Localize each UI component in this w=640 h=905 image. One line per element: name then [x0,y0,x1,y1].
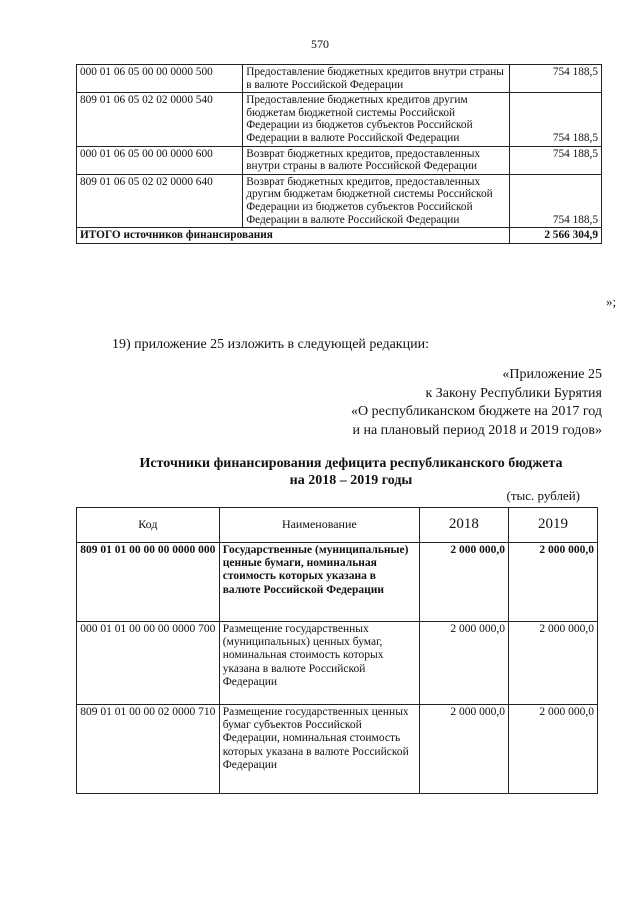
amendment-item-19: 19) приложение 25 изложить в следующей редакции: [112,337,429,352]
name-cell: Предоставление бюджетных кредитов другим бюджетам бюджетной системы Российской Федерации из бюджетов субъектов Российской Федерации в валюте Российской Федерации [243,93,510,146]
name-cell: Государственные (муниципальные) ценные бумаги, номинальная стоимость которых указана в валюте Российской Федерации [219,543,419,622]
amount-value: 754 188,5 [552,66,598,78]
deficit-sources-table [76,507,598,794]
closing-quote: »; [606,294,617,309]
name-cell: Размещение государственных (муниципальных) ценных бумаг, номинальная стоимость которых указана в валюте Российской Федерации [219,622,419,705]
total-row [77,228,602,244]
table-row [77,705,598,794]
title-line: Источники финансирования дефицита республиканского бюджета [139,456,563,471]
code-cell: 809 01 06 05 02 02 0000 540 [77,93,243,146]
table-row [77,622,598,705]
value-2018: 2 000 000,0 [419,705,508,794]
amount-cell [509,93,601,146]
amount-value: 754 188,5 [552,213,598,226]
table-header-row [77,508,598,543]
header-2019: 2019 [508,508,597,543]
appendix-line: к Закону Республики Бурятия [425,385,602,401]
table-row [77,543,598,622]
header-name: Наименование [219,508,419,543]
code-cell: 000 01 06 05 00 00 0000 600 [77,146,243,174]
name-cell: Размещение государственных ценных бумаг субъектов Российской Федерации, номинальная стоимость которых указана в валюте Российской Федерации [219,705,419,794]
value-2019: 2 000 000,0 [508,543,597,622]
amount-cell [509,174,601,227]
table-row [77,146,602,174]
page-number: 570 [311,37,329,51]
value-2019: 2 000 000,0 [508,622,597,705]
total-label: ИТОГО источников финансирования [77,228,510,244]
appendix-line: и на плановый период 2018 и 2019 годов» [352,422,602,438]
appendix-line: «О республиканском бюджете на 2017 год [351,404,602,419]
amount-cell [509,65,601,93]
code-cell: 809 01 06 05 02 02 0000 640 [77,174,243,227]
table-row [77,93,602,146]
title-line: на 2018 – 2019 годы [289,473,413,488]
table-row [77,174,602,227]
value-2018: 2 000 000,0 [419,622,508,705]
name-cell: Возврат бюджетных кредитов, предоставленных другим бюджетам бюджетной системы Российской Федерации из бюджетов субъектов Российской Федерации в валюте Российской Федерации [243,174,510,227]
header-code: Код [77,508,220,543]
value-2019: 2 000 000,0 [508,705,597,794]
code-cell: 809 01 01 00 00 02 0000 710 [77,705,220,794]
amount-cell [509,146,601,174]
amount-value: 754 188,5 [552,131,598,144]
appendix-header [351,366,602,440]
total-value: 2 566 304,9 [509,228,601,244]
amount-value: 754 188,5 [552,147,598,160]
code-cell: 809 01 01 00 00 00 0000 000 [77,543,220,622]
name-cell: Возврат бюджетных кредитов, предоставленных внутри страны в валюте Российской Федерации [243,146,510,174]
document-title [76,455,626,489]
header-2018: 2018 [419,508,508,543]
code-cell: 000 01 06 05 00 00 0000 500 [77,65,243,93]
units-label: (тыс. рублей) [506,488,580,503]
sources-table-continued [76,64,602,244]
name-cell: Предоставление бюджетных кредитов внутри страны в валюте Российской Федерации [243,65,510,93]
appendix-line: «Приложение 25 [502,367,602,382]
value-2018: 2 000 000,0 [419,543,508,622]
table-row [77,65,602,93]
code-cell: 000 01 01 00 00 00 0000 700 [77,622,220,705]
